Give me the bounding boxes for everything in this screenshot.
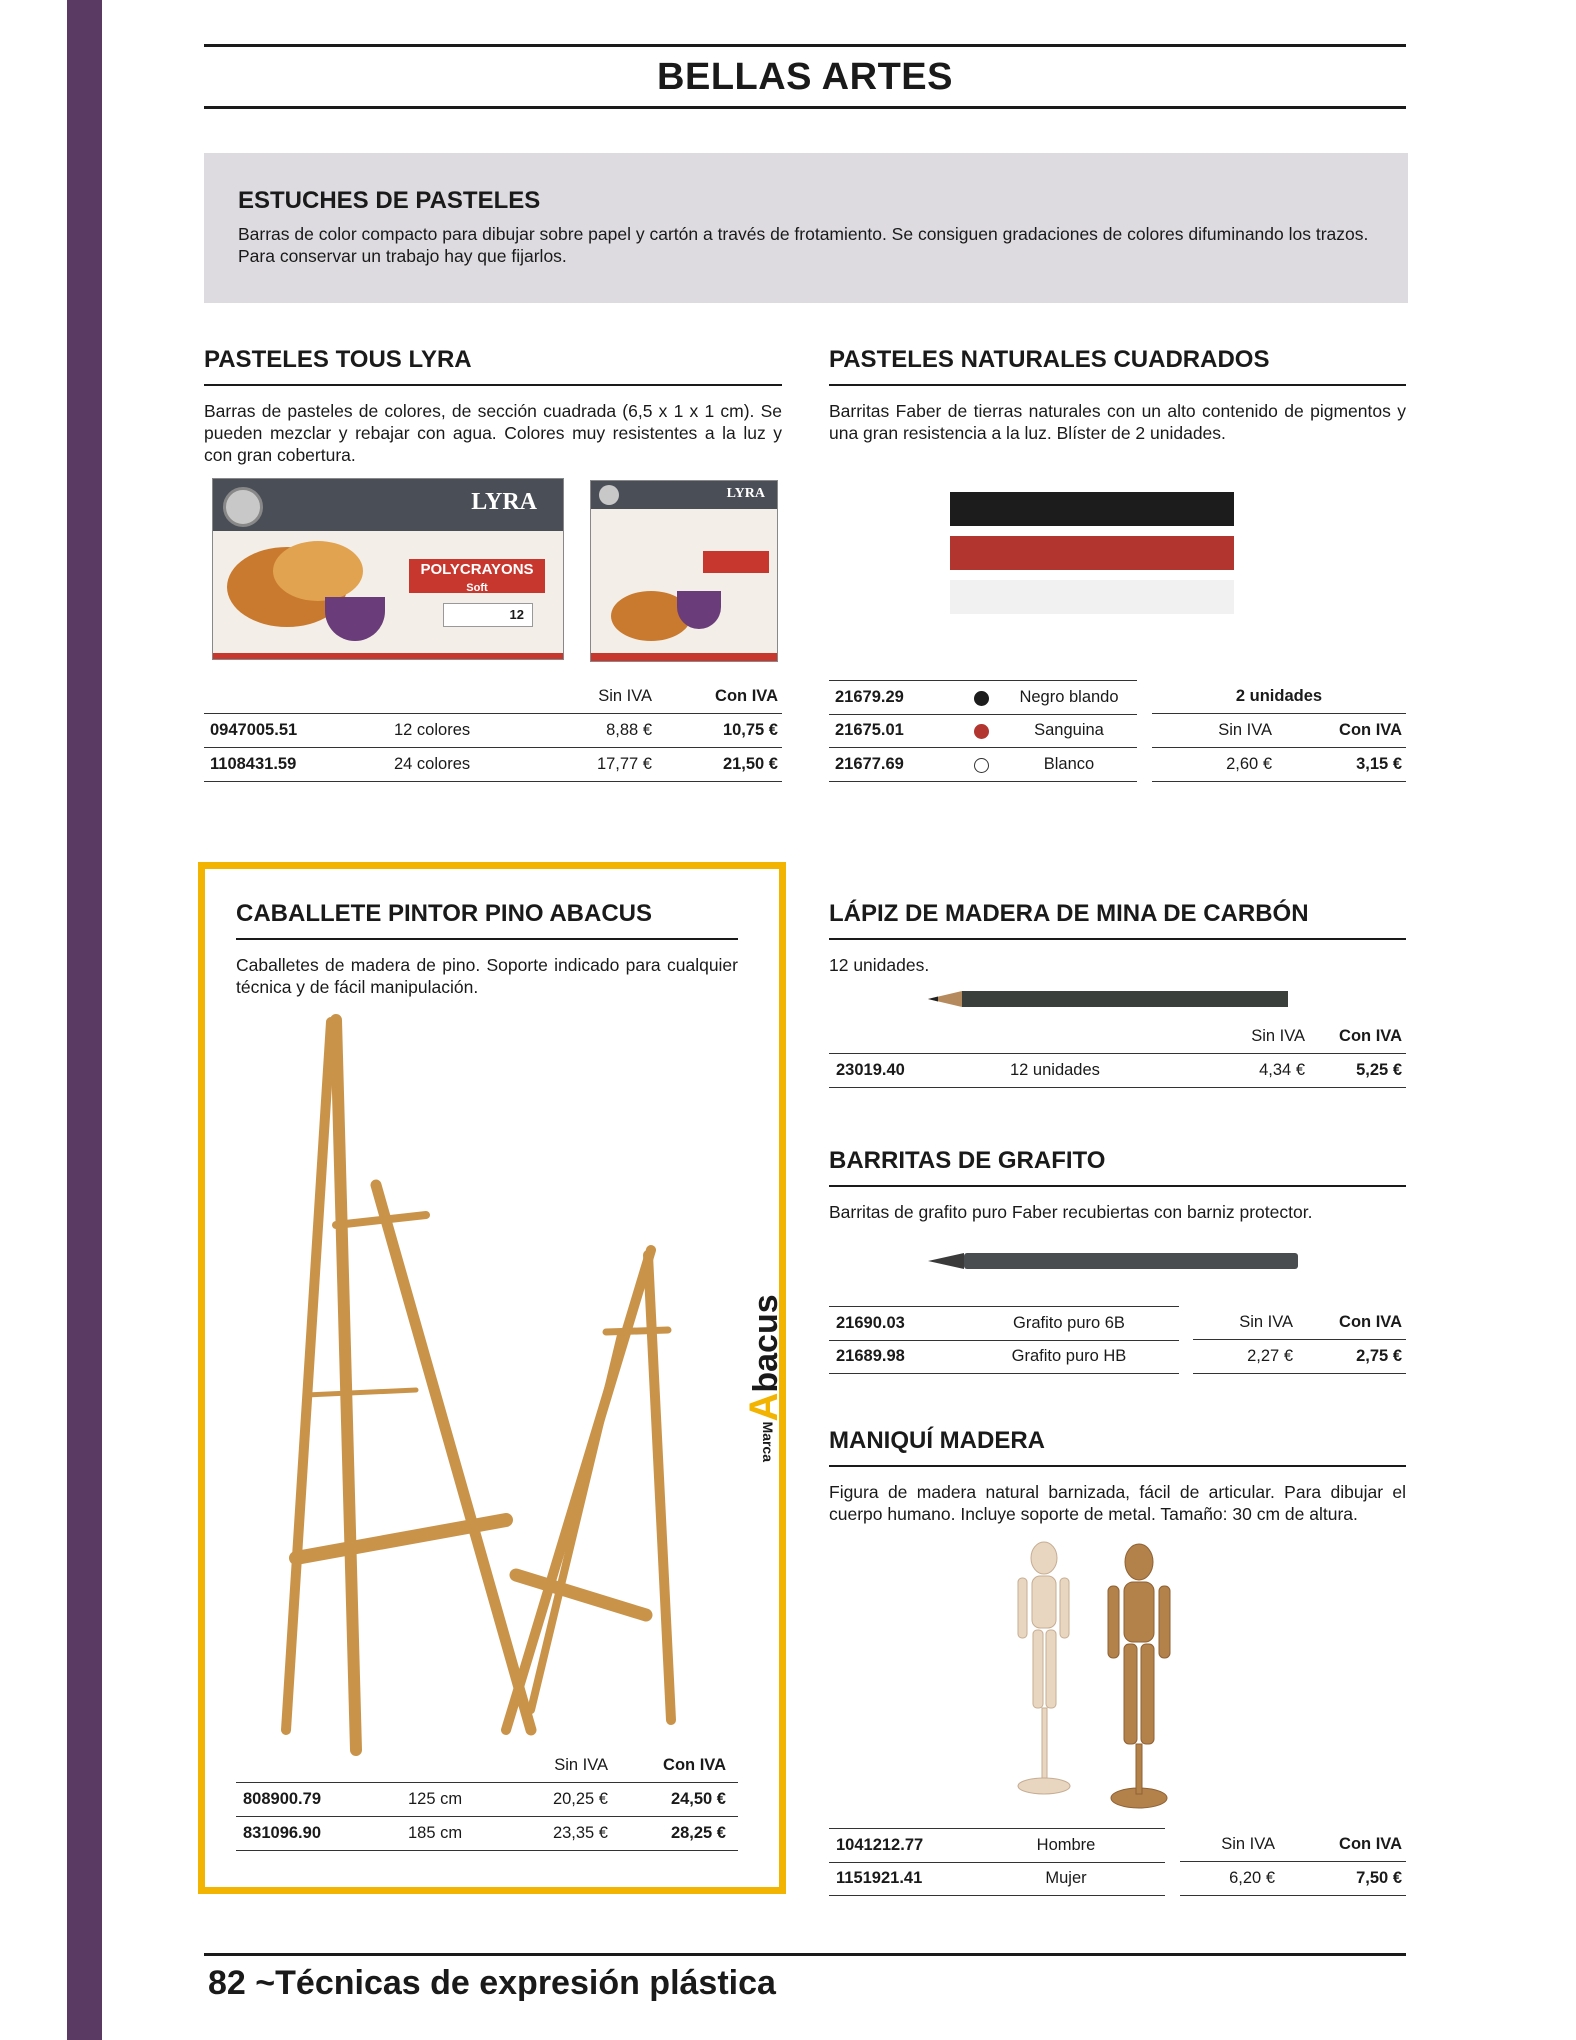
section-description: Barritas de grafito puro Faber recubiertas con barniz protector. (829, 1202, 1313, 1222)
section-description: Figura de madera natural barnizada, fácil de articular. Para dibujar el cuerpo humano. Incluye soporte de metal. Tamaño: 30 cm de altura. (829, 1482, 1406, 1524)
price-row (1152, 748, 1406, 782)
table-row (829, 714, 1137, 748)
table-row (829, 1340, 1179, 1374)
product-desc: Hombre (1036, 1836, 1096, 1854)
product-code: 21689.98 (836, 1347, 905, 1365)
price-header-row (1180, 1828, 1406, 1862)
table-row (829, 1054, 1406, 1088)
product-code: 1108431.59 (210, 755, 297, 773)
table-header-row (236, 1749, 738, 1783)
product-code: 0947005.51 (210, 721, 298, 739)
product-desc: 24 colores (394, 755, 471, 773)
section-description: Caballetes de madera de pino. Soporte indicado para cualquier técnica y de fácil manipulación. (236, 955, 738, 997)
col-con-iva: Con IVA (1339, 1027, 1402, 1045)
graphite-stick-image (928, 1250, 1300, 1272)
price-con-iva: 24,50 € (670, 1790, 726, 1808)
footer-section-name: Técnicas de expresión plástica (275, 1964, 776, 2002)
black-dot-icon (974, 691, 989, 706)
section-description: 12 unidades. (829, 955, 930, 975)
price-sin-iva: 2,60 € (1226, 755, 1272, 773)
intro-box (204, 153, 1408, 303)
table-header-row (829, 1020, 1406, 1054)
price-header-row (1193, 1306, 1406, 1340)
table-row (204, 714, 782, 748)
price-sin-iva: 23,35 € (552, 1824, 608, 1842)
table-row (829, 1862, 1165, 1896)
abacus-logo (742, 1294, 786, 1462)
footer (208, 1964, 776, 2003)
units-header-row (1152, 680, 1406, 714)
price-con-iva: 28,25 € (670, 1824, 726, 1842)
section-caballete (236, 900, 738, 998)
price-sin-iva: 8,88 € (606, 721, 652, 739)
section-pasteles-naturales (829, 346, 1406, 444)
price-con-iva: 10,75 € (722, 721, 778, 739)
col-con-iva: Con IVA (1339, 1835, 1402, 1853)
pasteles-naturales-table (829, 680, 1406, 784)
col-con-iva: Con IVA (663, 1756, 726, 1774)
brand-letter: A (742, 1392, 786, 1422)
col-sin-iva: Sin IVA (1221, 1835, 1275, 1853)
section-title: BARRITAS DE GRAFITO (829, 1147, 1406, 1187)
product-label-banner: POLYCRAYONS Soft (409, 559, 545, 593)
white-dot-icon (974, 758, 989, 773)
price-sin-iva: 4,34 € (1259, 1061, 1305, 1079)
table-row (829, 1306, 1179, 1341)
section-title: LÁPIZ DE MADERA DE MINA DE CARBÓN (829, 900, 1406, 940)
table-row (829, 1828, 1165, 1863)
count-label: 12 (443, 603, 533, 627)
product-code: 1151921.41 (836, 1869, 923, 1887)
product-code: 21677.69 (835, 755, 904, 773)
product-desc: 125 cm (408, 1790, 463, 1808)
product-desc: Grafito puro 6B (1013, 1314, 1125, 1332)
product-code: 808900.79 (243, 1790, 321, 1808)
table-row (204, 748, 782, 782)
seal-icon (223, 487, 263, 527)
table-row (236, 1783, 738, 1817)
mannequin-image (996, 1536, 1186, 1816)
section-description: Barritas Faber de tierras naturales con un alto contenido de pigmentos y una gran resistencia a la luz. Blíster de 2 unidades. (829, 401, 1406, 443)
product-desc: Blanco (1043, 755, 1095, 773)
barritas-grafito-table (829, 1306, 1406, 1376)
product-desc: Negro blando (1019, 688, 1119, 706)
header-top-rule (204, 44, 1406, 47)
col-sin-iva: Sin IVA (1251, 1027, 1305, 1045)
price-sin-iva: 2,27 € (1247, 1347, 1293, 1365)
box-brand: LYRA (726, 486, 765, 501)
table-row (829, 748, 1137, 782)
pastel-bars-image (950, 492, 1234, 616)
white-pastel-bar (950, 580, 1234, 614)
header-bottom-rule (204, 106, 1406, 109)
col-sin-iva: Sin IVA (1218, 721, 1272, 739)
intro-title: ESTUCHES DE PASTELES (238, 187, 541, 214)
section-title: MANIQUÍ MADERA (829, 1427, 1406, 1467)
product-desc: 12 unidades (1010, 1061, 1100, 1079)
brand-name: bacus (747, 1294, 785, 1393)
table-row (829, 680, 1137, 715)
section-lapiz-carbon (829, 900, 1406, 976)
product-code: 23019.40 (836, 1061, 905, 1079)
box-brand: LYRA (471, 489, 537, 515)
page-number: 82 (208, 1964, 246, 2002)
price-header-row (1152, 714, 1406, 748)
section-pasteles-lyra (204, 346, 782, 466)
black-pastel-bar (950, 492, 1234, 526)
product-code: 21675.01 (835, 721, 904, 739)
col-con-iva: Con IVA (715, 687, 778, 705)
product-desc: 12 colores (394, 721, 471, 739)
product-label-banner (703, 551, 769, 573)
side-color-bar (67, 0, 102, 2040)
lapiz-carbon-table (829, 1020, 1406, 1090)
price-sin-iva: 20,25 € (552, 1790, 608, 1808)
section-title: CABALLETE PINTOR PINO ABACUS (236, 900, 738, 940)
brand-small-label: Marca (760, 1421, 777, 1462)
grapes-illustration (677, 591, 721, 629)
product-code: 21679.29 (835, 688, 904, 706)
red-dot-icon (974, 724, 989, 739)
section-title: PASTELES TOUS LYRA (204, 346, 782, 386)
caballete-table (236, 1749, 738, 1853)
intro-description: Barras de color compacto para dibujar sobre papel y cartón a través de frotamiento. Se consiguen gradaciones de colores difuminando los trazos. Para conservar un trabajo hay que fijarlos. (238, 224, 1369, 266)
product-code: 21690.03 (836, 1314, 905, 1332)
section-maniqui (829, 1427, 1406, 1525)
product-code: 1041212.77 (836, 1836, 924, 1854)
table-header-row (204, 680, 782, 714)
product-desc: 185 cm (408, 1824, 463, 1842)
price-row (1180, 1862, 1406, 1896)
price-sin-iva: 17,77 € (596, 755, 652, 773)
maniqui-table (829, 1828, 1406, 1898)
charcoal-pencil-image (928, 986, 1290, 1012)
product-desc: Sanguina (1034, 721, 1104, 739)
lyra-box-small-image (590, 480, 778, 662)
section-description: Barras de pasteles de colores, de sección cuadrada (6,5 x 1 x 1 cm). Se pueden mezclar y rebajar con agua. Colores muy resistentes a la luz y con gran cobertura. (204, 401, 782, 465)
footer-rule (204, 1953, 1406, 1956)
price-con-iva: 5,25 € (1356, 1061, 1402, 1079)
sanguine-pastel-bar (950, 536, 1234, 570)
price-sin-iva: 6,20 € (1229, 1869, 1275, 1887)
price-con-iva: 2,75 € (1356, 1347, 1402, 1365)
page-title: BELLAS ARTES (657, 56, 953, 98)
product-code: 831096.90 (243, 1824, 321, 1842)
col-sin-iva: Sin IVA (598, 687, 652, 705)
section-title: PASTELES NATURALES CUADRADOS (829, 346, 1406, 386)
price-con-iva: 3,15 € (1356, 755, 1402, 773)
product-desc: Grafito puro HB (1011, 1347, 1127, 1365)
col-con-iva: Con IVA (1339, 1313, 1402, 1331)
table-row (236, 1817, 738, 1851)
lyra-box-large-image (212, 478, 564, 660)
pasteles-lyra-table (204, 680, 782, 784)
price-row (1193, 1340, 1406, 1374)
footer-separator: ~ (255, 1964, 276, 2002)
product-desc: Mujer (1045, 1869, 1087, 1887)
col-sin-iva: Sin IVA (1239, 1313, 1293, 1331)
price-con-iva: 7,50 € (1356, 1869, 1402, 1887)
price-con-iva: 21,50 € (722, 755, 778, 773)
col-con-iva: Con IVA (1339, 721, 1402, 739)
section-barritas-grafito (829, 1147, 1406, 1223)
col-sin-iva: Sin IVA (554, 1756, 608, 1774)
easel-image (276, 1010, 696, 1760)
units-label: 2 unidades (1235, 687, 1323, 705)
